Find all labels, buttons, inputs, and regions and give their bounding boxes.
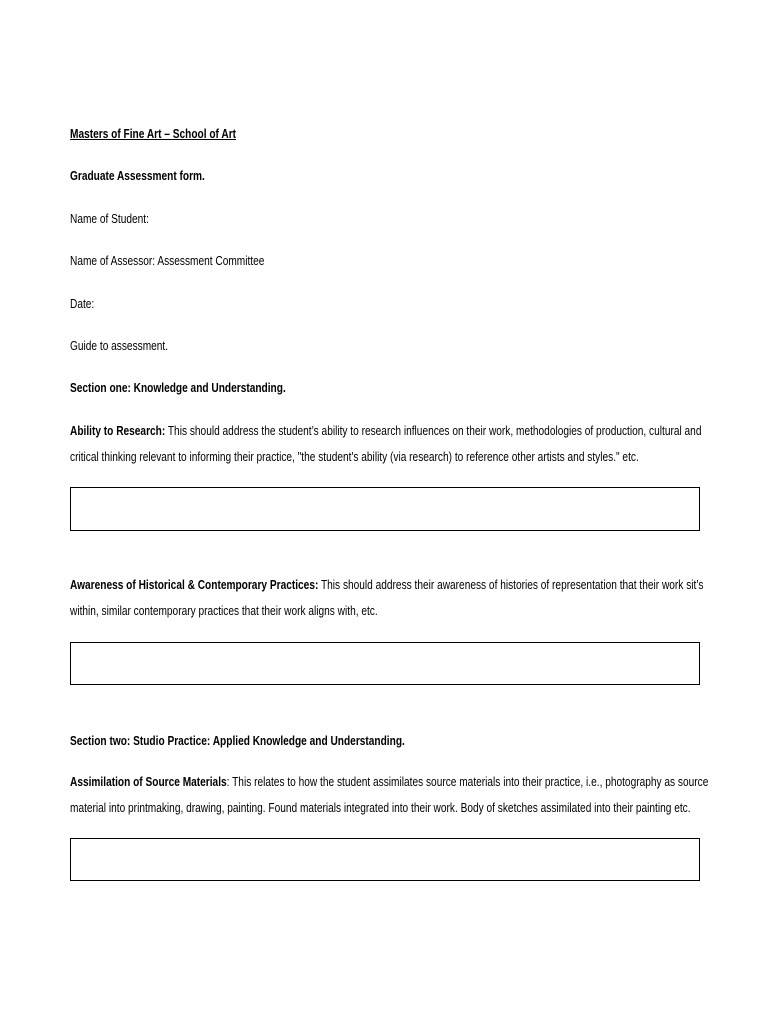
awareness-line-2: within, similar contemporary practices that their work aligns with, etc. — [70, 603, 378, 618]
assimilation-label: Assimilation of Source Materials — [70, 774, 227, 789]
awareness-comment-field[interactable] — [70, 642, 700, 685]
awareness-label: Awareness of Historical & Contemporary Practices: — [70, 577, 319, 592]
section-two-heading: Section two: Studio Practice: Applied Knowledge and Understanding. — [70, 733, 405, 748]
form-subtitle: Graduate Assessment form. — [70, 168, 205, 183]
section-one-heading: Section one: Knowledge and Understanding. — [70, 380, 286, 395]
assimilation-comment-field[interactable] — [70, 838, 700, 881]
student-name-label: Name of Student: — [70, 211, 149, 226]
awareness-line-1: Awareness of Historical & Contemporary Practices: This should address their awareness of histories of representation that their work sit’s — [70, 577, 704, 592]
research-line-2: critical thinking relevant to informing their practice, "the student's ability (via research) to reference other artists and styles." etc. — [70, 449, 639, 464]
awareness-description — [70, 572, 703, 624]
research-comment-field[interactable] — [70, 487, 700, 531]
research-label: Ability to Research: — [70, 423, 166, 438]
assimilation-line-1: Assimilation of Source Materials: This relates to how the student assimilates source materials into their practice, i.e., photography as source — [70, 774, 709, 789]
assessor-name-label: Name of Assessor: Assessment Committee — [70, 253, 265, 268]
assimilation-description — [70, 769, 708, 821]
research-line-1: Ability to Research: This should address the student’s ability to research influences on their work, methodologies of production, cultural and — [70, 423, 702, 438]
guide-label: Guide to assessment. — [70, 338, 169, 353]
assimilation-line-2: material into printmaking, drawing, painting. Found materials integrated into their work. Body of sketches assimilated into their painting etc. — [70, 800, 691, 815]
form-title: Masters of Fine Art – School of Art — [70, 126, 237, 141]
date-label: Date: — [70, 296, 95, 311]
research-description — [70, 418, 701, 470]
